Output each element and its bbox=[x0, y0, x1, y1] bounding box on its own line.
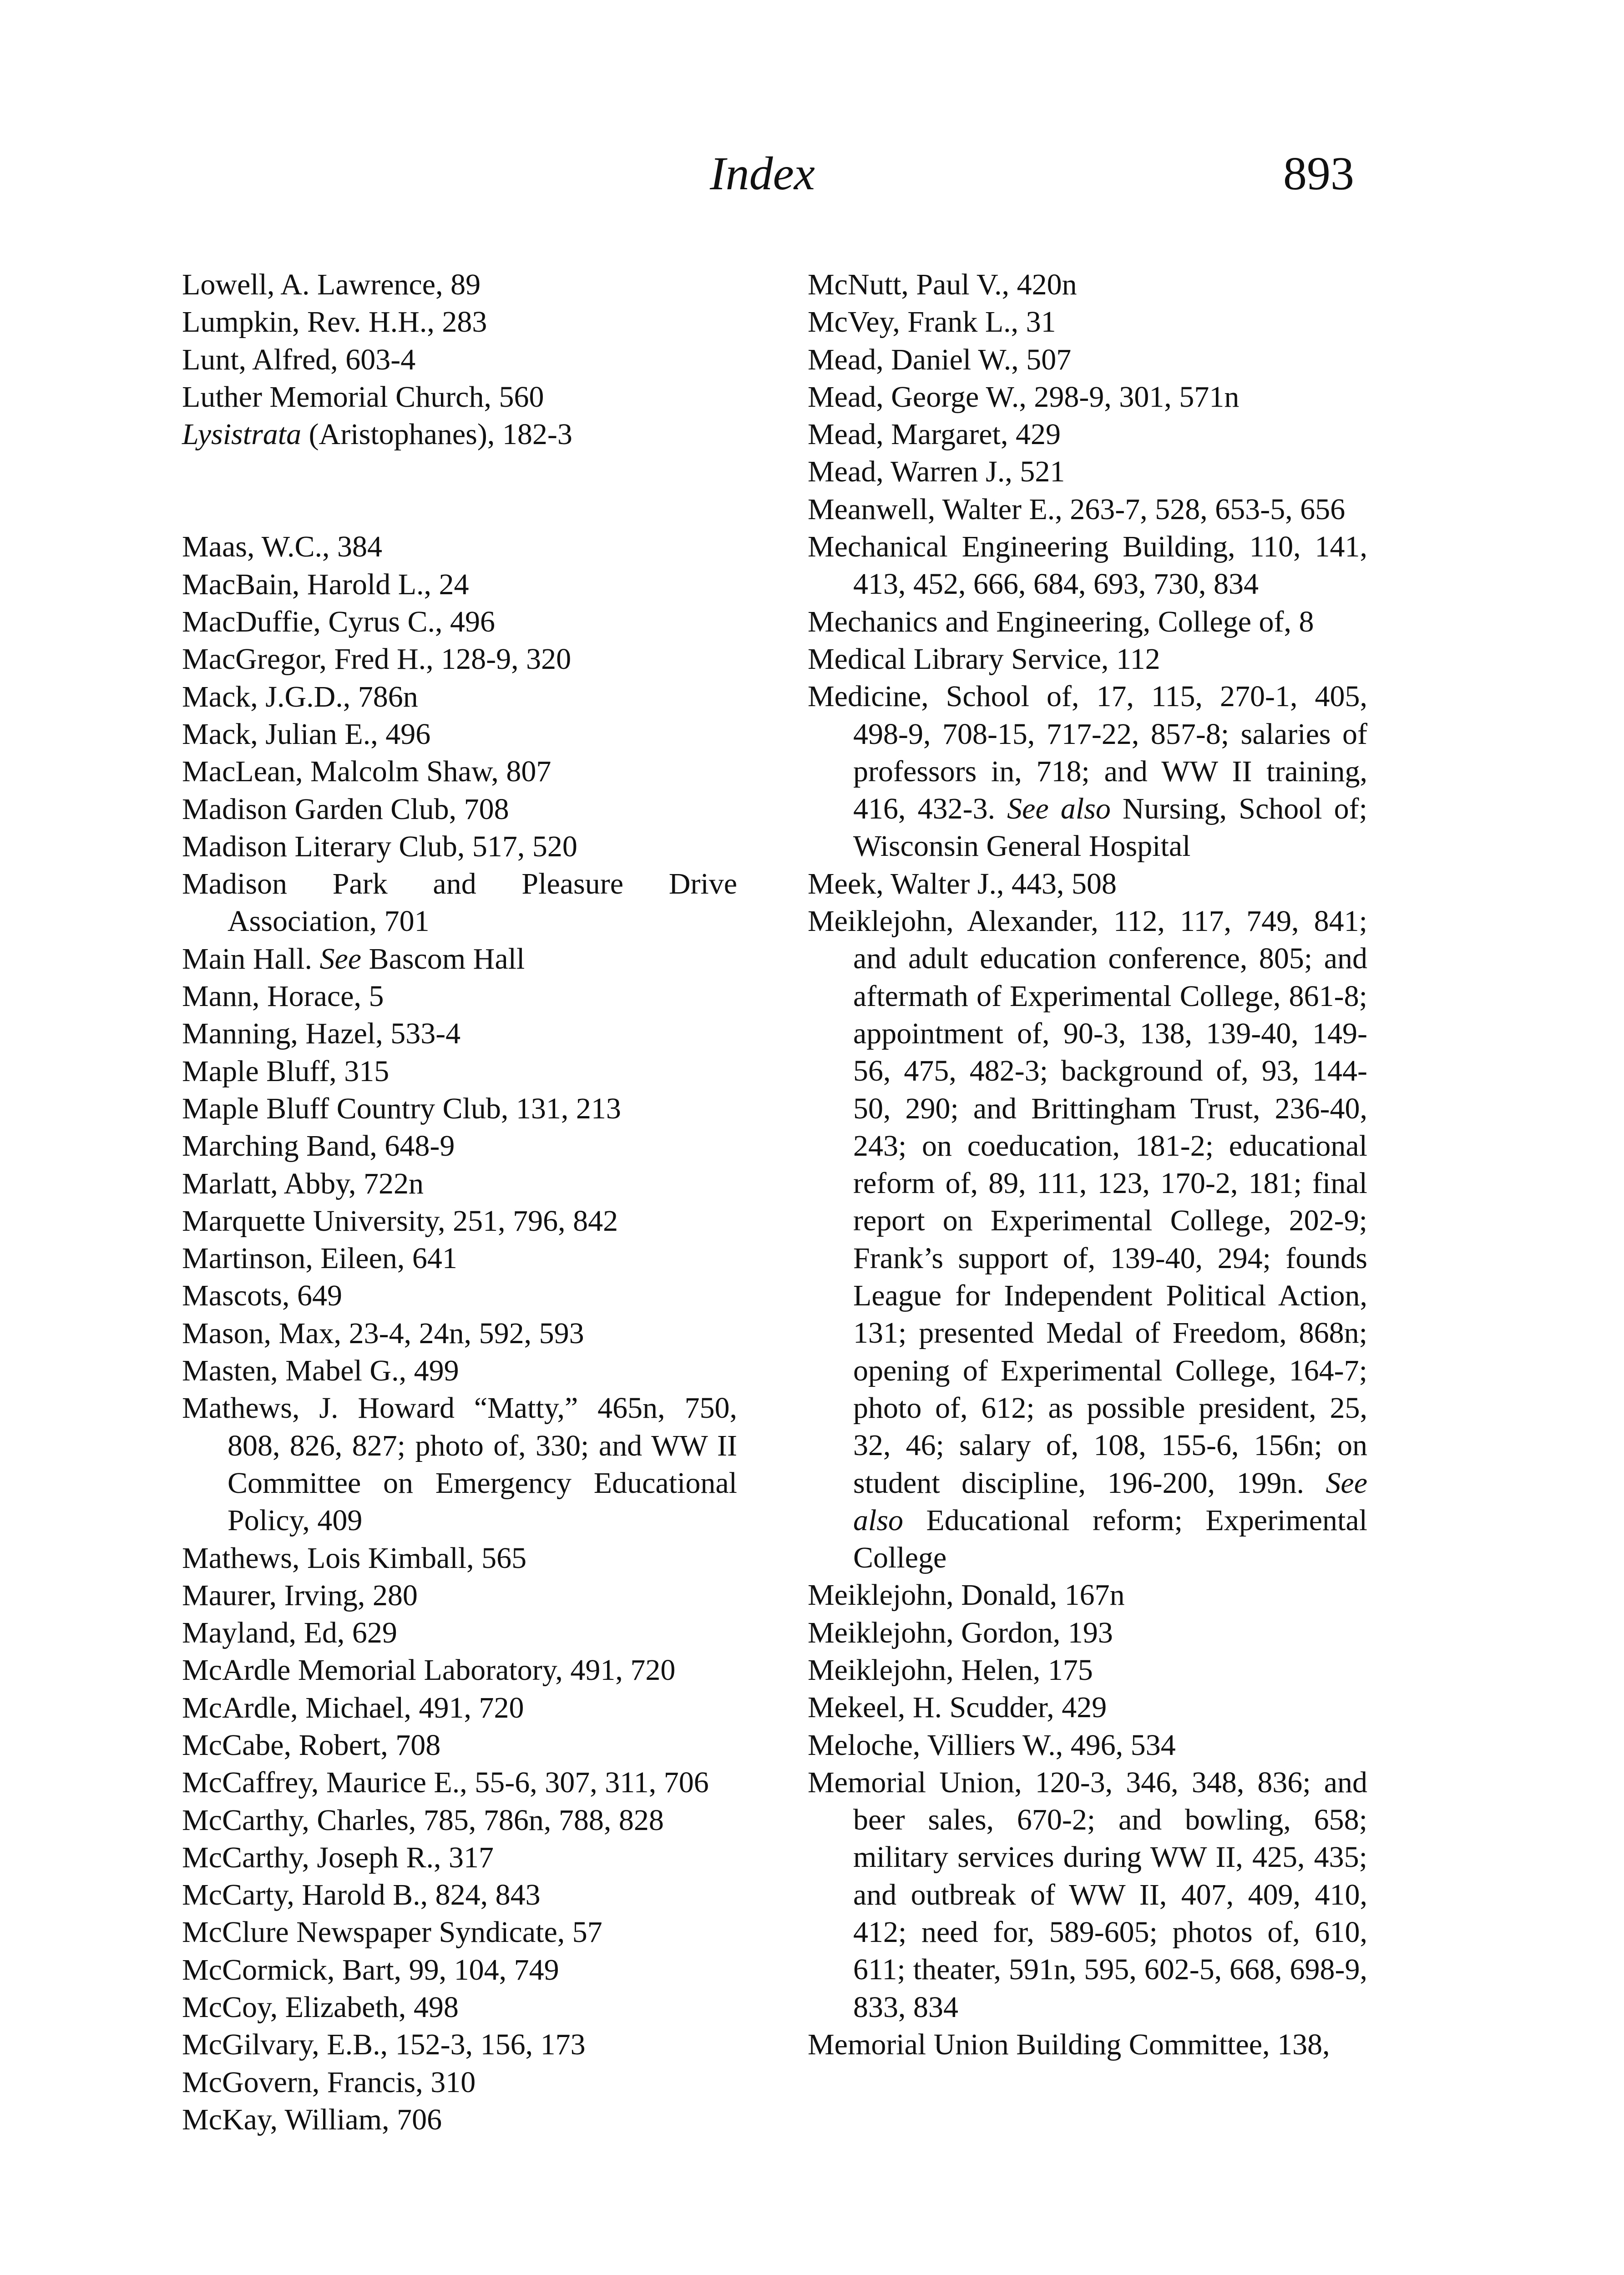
index-entry: Mack, J.G.D., 786n bbox=[182, 680, 418, 713]
index-entry: Maas, W.C., 384 bbox=[182, 530, 383, 564]
index-entry: Mascots, 649 bbox=[182, 1279, 342, 1313]
see-reference: See bbox=[319, 942, 362, 976]
index-entry: McNutt, Paul V., 420n bbox=[808, 268, 1077, 301]
index-entry: Medical Library Service, 112 bbox=[808, 642, 1160, 676]
entry-rest: Nursing, School of; Wisconsin General Hospital bbox=[853, 792, 1367, 863]
index-entry: Manning, Hazel, 533-4 bbox=[182, 1017, 461, 1051]
index-entry: Mack, Julian E., 496 bbox=[182, 717, 431, 751]
right-index-column bbox=[808, 266, 1367, 2063]
index-entry: Madison Literary Club, 517, 520 bbox=[182, 829, 577, 863]
index-entry: Lowell, A. Lawrence, 89 bbox=[182, 268, 481, 301]
index-entry: McCarthy, Joseph R., 317 bbox=[182, 1840, 494, 1874]
index-entry-lysistrata bbox=[182, 416, 737, 453]
index-entry: Masten, Mabel G., 499 bbox=[182, 1354, 459, 1388]
index-entry: Marching Band, 648-9 bbox=[182, 1129, 455, 1163]
index-entry: Maple Bluff Country Club, 131, 213 bbox=[182, 1092, 621, 1125]
index-entry: McCabe, Robert, 708 bbox=[182, 1728, 441, 1762]
entry-rest: Bascom Hall bbox=[361, 942, 525, 976]
entry-rest: Educational reform; Experimental College bbox=[853, 1503, 1367, 1575]
index-entry: Memorial Union Building Committee, 138, bbox=[808, 2027, 1330, 2061]
page-number: 893 bbox=[1283, 147, 1354, 200]
index-entry: McCormick, Bart, 99, 104, 749 bbox=[182, 1953, 559, 1987]
index-entry: Meiklejohn, Gordon, 193 bbox=[808, 1616, 1113, 1649]
index-entry: Lumpkin, Rev. H.H., 283 bbox=[182, 305, 487, 339]
index-entry: Martinson, Eileen, 641 bbox=[182, 1242, 457, 1275]
index-entry: McCaffrey, Maurice E., 55-6, 307, 311, 706 bbox=[182, 1766, 709, 1800]
index-entry: Mechanics and Engineering, College of, 8 bbox=[808, 605, 1314, 638]
index-entry: Maurer, Irving, 280 bbox=[182, 1578, 418, 1612]
index-entry: Mechanical Engineering Building, 110, 141, 413, 452, 666, 684, 693, 730, 834 bbox=[808, 530, 1367, 601]
index-entry: Maple Bluff, 315 bbox=[182, 1054, 390, 1088]
index-entry: Madison Park and Pleasure Drive Association, 701 bbox=[182, 867, 737, 938]
index-entry: McVey, Frank L., 31 bbox=[808, 305, 1056, 339]
index-entry: Mekeel, H. Scudder, 429 bbox=[808, 1691, 1107, 1724]
index-entry: McArdle, Michael, 491, 720 bbox=[182, 1691, 524, 1724]
index-entry: McClure Newspaper Syndicate, 57 bbox=[182, 1916, 602, 1949]
index-entry: McCarty, Harold B., 824, 843 bbox=[182, 1878, 541, 1912]
index-entry-main-hall bbox=[182, 940, 737, 978]
index-entry: Mead, Warren J., 521 bbox=[808, 455, 1065, 489]
italic-title: Lysistrata bbox=[182, 418, 302, 451]
index-entry: Marquette University, 251, 796, 842 bbox=[182, 1204, 618, 1238]
index-entry: Madison Garden Club, 708 bbox=[182, 792, 509, 826]
index-entry: Meanwell, Walter E., 263-7, 528, 653-5, 656 bbox=[808, 492, 1346, 526]
index-entry: Mead, Margaret, 429 bbox=[808, 418, 1061, 451]
index-entry-medicine bbox=[808, 678, 1367, 865]
index-entry: Mann, Horace, 5 bbox=[182, 980, 384, 1013]
left-index-column bbox=[182, 266, 737, 2138]
index-entry: Luther Memorial Church, 560 bbox=[182, 380, 544, 414]
index-entry: Meiklejohn, Helen, 175 bbox=[808, 1653, 1093, 1687]
page-title: Index bbox=[710, 147, 815, 200]
index-entry: Mead, Daniel W., 507 bbox=[808, 343, 1072, 376]
see-also-reference: See also bbox=[853, 1466, 1367, 1537]
index-entry: Mead, George W., 298-9, 301, 571n bbox=[808, 380, 1240, 414]
index-entry: Lunt, Alfred, 603-4 bbox=[182, 343, 416, 376]
index-entry: Mathews, J. Howard “Matty,” 465n, 750, 808, 826, 827; photo of, 330; and WW II Committee on Emergency Educational Policy, 409 bbox=[182, 1391, 737, 1537]
see-also-reference: See also bbox=[1007, 792, 1111, 826]
entry-head: Medicine, School of, 17, 115, 270-1, 405, 498-9, 708-15, 717-22, 857-8; salaries of professors in, 718; and WW II training, 416, 432-3. bbox=[808, 680, 1367, 826]
index-entry: McGilvary, E.B., 152-3, 156, 173 bbox=[182, 2028, 586, 2062]
index-entry: Meek, Walter J., 443, 508 bbox=[808, 867, 1117, 900]
index-entry: MacDuffie, Cyrus C., 496 bbox=[182, 605, 496, 639]
letter-group-gap bbox=[182, 453, 737, 528]
index-entry: Meloche, Villiers W., 496, 534 bbox=[808, 1728, 1176, 1762]
index-entry: Mayland, Ed, 629 bbox=[182, 1616, 397, 1650]
index-entry: Memorial Union, 120-3, 346, 348, 836; and beer sales, 670-2; and bowling, 658; military services during WW II, 425, 435; and outbreak of WW II, 407, 409, 410, 412; need for, 589-605; photos of, 610, 611; theater, 591n, 595, 602-5, 668, 698-9, 833, 834 bbox=[808, 1765, 1367, 2024]
index-entry: McGovern, Francis, 310 bbox=[182, 2065, 476, 2099]
index-entry: Mason, Max, 23-4, 24n, 592, 593 bbox=[182, 1316, 584, 1350]
index-entry: Marlatt, Abby, 722n bbox=[182, 1167, 424, 1200]
index-entry: Meiklejohn, Donald, 167n bbox=[808, 1578, 1125, 1612]
entry-head: Main Hall. bbox=[182, 942, 320, 976]
index-entry: McCarthy, Charles, 785, 786n, 788, 828 bbox=[182, 1803, 664, 1837]
index-entry: MacLean, Malcolm Shaw, 807 bbox=[182, 755, 551, 789]
index-entry: MacGregor, Fred H., 128-9, 320 bbox=[182, 642, 572, 676]
index-entry: McCoy, Elizabeth, 498 bbox=[182, 1991, 459, 2024]
entry-rest: (Aristophanes), 182-3 bbox=[301, 418, 572, 451]
index-entry: MacBain, Harold L., 24 bbox=[182, 567, 469, 601]
index-entry: McArdle Memorial Laboratory, 491, 720 bbox=[182, 1653, 676, 1687]
index-entry: McKay, William, 706 bbox=[182, 2103, 442, 2136]
entry-head: Meiklejohn, Alexander, 112, 117, 749, 841; and adult education conference, 805; and aftermath of Experimental College, 861-8; appointment of, 90-3, 138, 139-40, 149-56, 475, 482-3; background of, 93, 144-50, 290; and Brittingham Trust, 236-40, 243; on coeducation, 181-2; educational reform of, 89, 111, 123, 170-2, 181; final report on Experimental College, 202-9; Frank’s support of, 139-40, 294; founds League for Independent Political Action, 131; presented Medal of Freedom, 868n; opening of Experimental College, 164-7; photo of, 612; as possible president, 25, 32, 46; salary of, 108, 155-6, 156n; on student discipline, 196-200, 199n. bbox=[808, 905, 1367, 1500]
index-entry: Mathews, Lois Kimball, 565 bbox=[182, 1541, 527, 1575]
index-entry-meiklejohn-alexander bbox=[808, 903, 1367, 1577]
